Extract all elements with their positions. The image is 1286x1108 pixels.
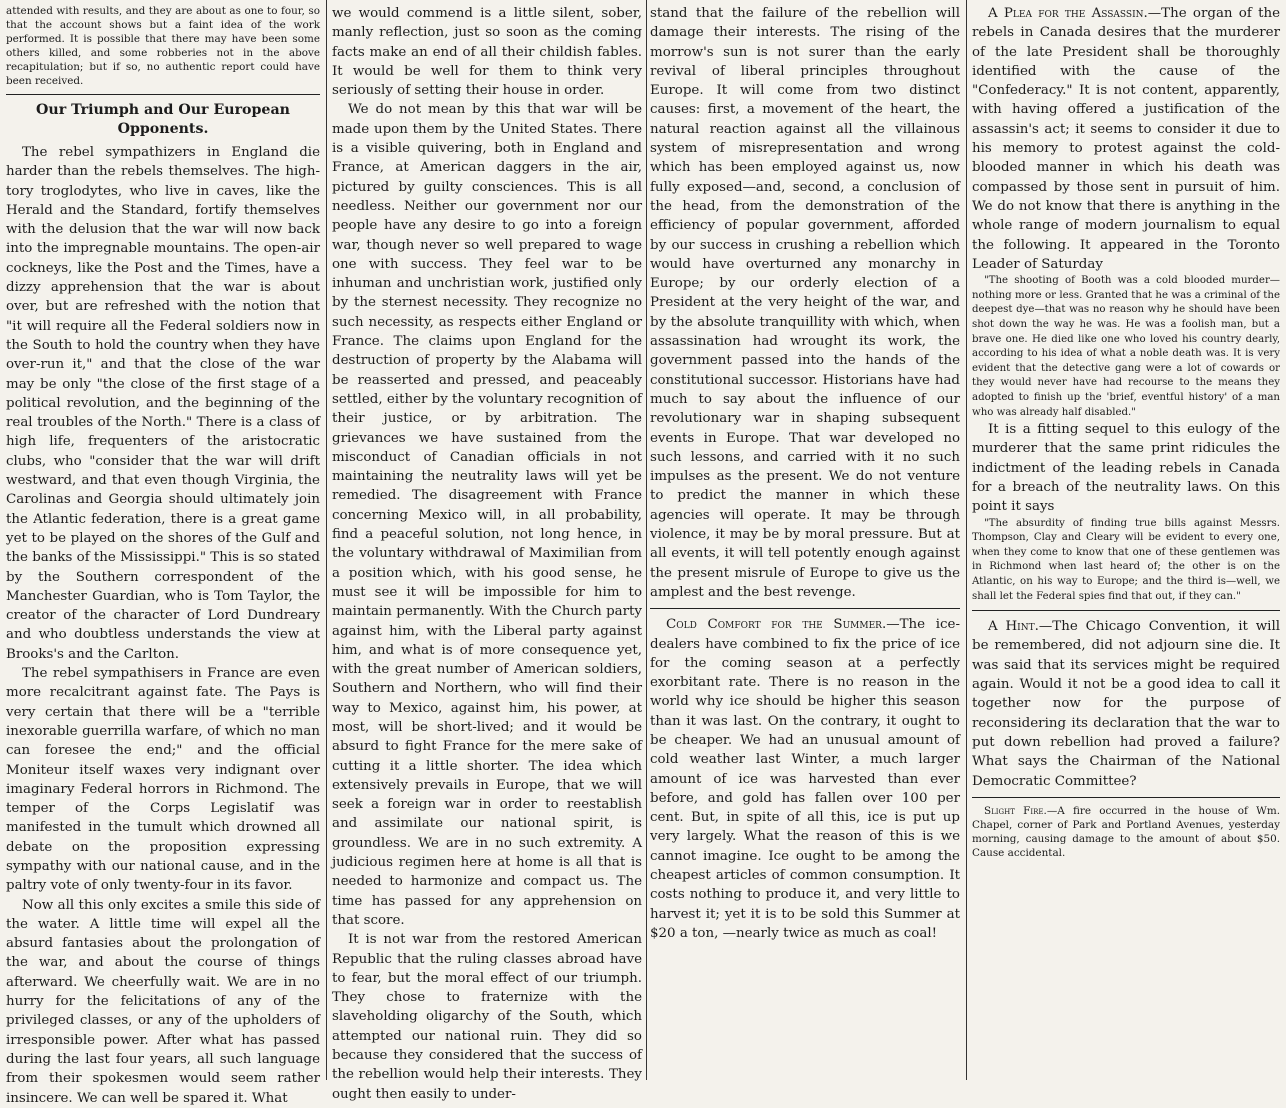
paragraph: The rebel sympathizers in England die harder than the rebels themselves. The high-tory troglodytes, who live in caves, like the Herald and the Standard, fortify themselves with the delusion that the war will now back into the impregnable mountains. The open-air cockneys, like the Post and the Times, have a dizzy apprehension that the war is about over, but are refreshed with the notion that "it will require all the Federal soldiers now in the South to hold the country when they have over-run it," and that the close of the war may be only "the close of the first stage of a political revolution, and the beginning of the real troubles of the North." There is a class of high life, frequenters of the aristocratic clubs, who "consider that the war will drift westward, and that even though Virginia, the Carolinas and Georgia should ultimately join the Atlantic federation, there is a great game yet to be played on the shores of the Gulf and the banks of the Mississippi." This is so stated by the Southern correspondent of the Manchester Guardian, who is Tom Taylor, the creator of the character of Lord Dundreary and who doubtless understands the view at Brooks's and the Carlton. — [6, 145, 320, 662]
article-headline: Our Triumph and Our European Opponents. — [36, 102, 290, 137]
column-1 — [6, 4, 320, 1106]
item-text: —A fire occurred in the house of Wm. Chapel, corner of Park and Portland Avenues, yesterday morning, causing damage to the amount of about $50. Cause accidental. — [972, 804, 1280, 859]
column-rule — [326, 0, 327, 1080]
paragraph — [972, 804, 1280, 860]
quoted-passage: "The absurdity of finding true bills against Messrs. Thompson, Clay and Cleary will be evident to every one, when they come to know that one of these gentlemen was in Richmond when last heard of; the other is on the Atlantic, on his way to Europe; and the third is—well, we shall let the Federal spies find that out, if they can." — [972, 517, 1280, 602]
paragraph: We do not mean by this that war will be made upon them by the United States. There is a visible quivering, both in England and France, at American daggers in the air, pictured by guilty consciences. This is all needless. Neither our government nor our people have any desire to go into a foreign war, though never so well prepared to wage one with success. They feel war to be inhuman and unchristian work, justified only by the sternest necessity. They recognize no such necessity, as respects either England or France. The claims upon England for the destruction of property by the Alabama will be reasserted and pressed, and peaceably settled, either by the voluntary recognition of their justice, or by arbitration. The grievances we have sustained from the misconduct of Canadian officials in not maintaining the neutrality laws will yet be remedied. The disagreement with France concerning Mexico will, in all probability, find a peaceful solution, not long hence, in the voluntary withdrawal of Maximilian from a position which, with his good sense, he must see it will be impossible for him to maintain permanently. With the Church party against him, with the Liberal party against him, and what is of more consequence yet, with the great number of American soldiers, Southern and Northern, who will find their way to Mexico, against him, his power, at most, will be short-lived; and it would be absurd to fight France for the mere sake of cutting it a little shorter. The idea which extensively prevails in Europe, that we will seek a foreign war in order to reestablish and assimilate our national spirit, is groundless. We are in no such extremity. A judicious regimen here at home is all that is needed to harmonize and compact us. The time has passed for any apprehension on that score. — [332, 102, 642, 928]
column-rule — [966, 0, 967, 1080]
item-heading: Slight Fire. — [984, 804, 1047, 817]
divider — [650, 608, 960, 609]
column-rule — [646, 0, 647, 1080]
paragraph: It is not war from the restored American Republic that the ruling classes abroad have to fear, but the moral effect of our triumph. They chose to fraternize with the slaveholding oligarchy of the South, which attempted our national ruin. They did so because they considered that the success of the rebellion would help their interests. They ought then easily to under- — [332, 932, 642, 1102]
article-fragment: attended with results, and they are about as one to four, so that the account shows but a faint idea of the work performed. It is possible that there may have been some others killed, and some robberies not in the above recapitulation; but if so, no authentic report could have been received. — [6, 5, 320, 87]
column-3 — [650, 4, 960, 1080]
paragraph: Now all this only excites a smile this side of the water. A little time will expel all the absurd fantasies about the prolongation of the war, and about the course of things afterward. We cheerfully wait. We are in no hurry for the felicitations of any of the privileged classes, or any of the upholders of irresponsible power. After what has passed during the last four years, all such language from their spokesmen would seem rather insincere. We can well be spared it. What — [6, 897, 320, 1106]
paragraph — [650, 615, 960, 943]
paragraph: It is a fitting sequel to this eulogy of the murderer that the same print ridicules the indictment of the leading rebels in Canada for a breach of the neutrality laws. On this point it says — [972, 422, 1280, 515]
item-text: —The organ of the rebels in Canada desires that the murderer of the late President shall be thoroughly identified with the cause of the "Confederacy." It is not content, apparently, with having offered a justification of the assassin's act; it seems to consider it due to his memory to protest against the cold-blooded manner in which his death was compassed by those sent in pursuit of him. We do not know that there is anything in the whole range of modern journalism to equal the following. It appeared in the Toronto Leader of Saturday — [972, 6, 1281, 272]
column-4 — [972, 4, 1280, 1080]
divider — [6, 94, 320, 95]
paragraph — [972, 617, 1280, 791]
item-heading: Cold Comfort for the Summer. — [666, 617, 887, 633]
paragraph: The rebel sympathisers in France are even more recalcitrant against fate. The Pays is very certain that there will be a "terrible inexorable guerrilla warfare, of which no man can foresee the end;" and the official Moniteur itself waxes very indignant over imaginary Federal horrors in Richmond. The temper of the Corps Legislatif was manifested in the tumult which drowned all debate on the proposition expressing sympathy with our national cause, and in the paltry vote of only twenty-four in its favor. — [6, 666, 320, 894]
quoted-passage: "The shooting of Booth was a cold blooded murder—nothing more or less. Granted that he was a criminal of the deepest dye—that was no reason why he should have been shot down the way he was. He was a foolish man, but a brave one. He died like one who loved his country dearly, according to his idea of what a noble death was. It is very evident that the detective gang were a lot of cowards or they would never have had recourse to the means they adopted to finish up the 'brief, eventful history' of a man who was already half disabled." — [972, 275, 1280, 418]
item-heading: A Plea for the Assassin. — [988, 6, 1148, 21]
divider — [972, 797, 1280, 798]
divider — [972, 610, 1280, 611]
paragraph — [972, 4, 1280, 274]
paragraph: we would commend is a little silent, sober, manly reflection, just so soon as the coming facts make an end of all their childish fables. It would be well for them to think very seriously of setting their house in order. — [332, 6, 642, 99]
paragraph: stand that the failure of the rebellion will damage their interests. The rising of the morrow's sun is not surer than the early revival of liberal principles throughout Europe. It will come from two distinct causes: first, a movement of the heart, the natural reaction against all the villainous system of misrepresentation and wrong which has been employed against us, now fully exposed—and, second, a conclusion of the head, from the demonstration of the efficiency of popular government, afforded by our success in crushing a rebellion which would have overturned any monarchy in Europe; by our orderly election of a President at the very height of the war, and by the absolute tranquillity with which, when assassination had wrought its work, the government passed into the hands of the constitutional successor. Historians have had much to say about the influence of our revolutionary war in shaping subsequent events in Europe. That war developed no such lessons, and carried with it no such impulses as the present. We do not venture to predict the manner in which these agencies will operate. It may be through violence, it may be by moral pressure. But at all events, it will tell potently enough against the present misrule of Europe to give us the amplest and the best revenge. — [650, 6, 960, 600]
column-2 — [332, 4, 642, 1102]
item-heading: A Hint. — [988, 619, 1039, 635]
item-text: —The ice-dealers have combined to fix the price of ice for the coming season at a perfectly exorbitant rate. There is no reason in the world why ice should be higher this season than it was last. On the contrary, it ought to be cheaper. We had an unusual amount of cold weather last Winter, a much larger amount of ice was harvested than ever before, and gold has fallen over 100 per cent. But, in spite of all this, ice is put up very largely. What the reason of this is we cannot imagine. Ice ought to be among the cheapest articles of common consumption. It costs nothing to produce it, and very little to harvest it; yet it is to be sold this Summer at $20 a ton, —nearly twice as much as coal! — [650, 617, 960, 941]
item-text: —The Chicago Convention, it will be remembered, did not adjourn sine die. It was said that its services might be required again. Would it not be a good idea to call it together now for the purpose of reconsidering its declaration that the war to put down rebellion had proved a failure? What says the Chairman of the National Democratic Committee? — [972, 619, 1281, 789]
